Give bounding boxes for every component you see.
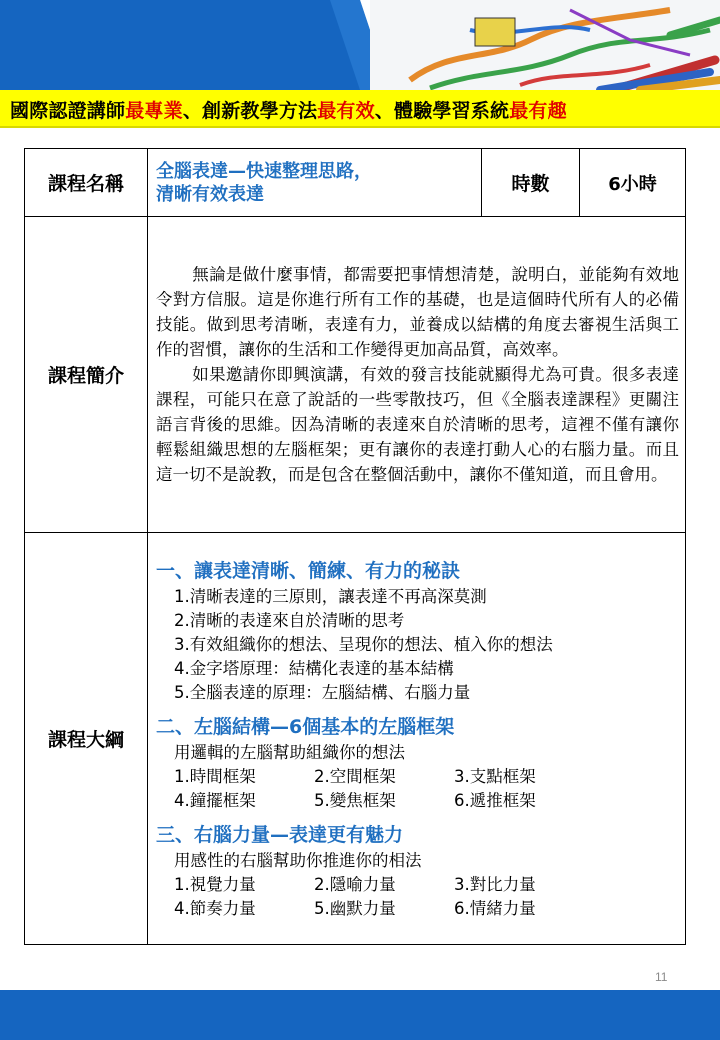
course-name-value xyxy=(148,149,482,217)
outline-section-3-item: 3.對比力量 xyxy=(454,874,536,894)
intro-paragraph-2: 如果邀請你即興演講，有效的發言技能就顯得尤為可貴。很多表達課程，可能只在意了說話的一些零散技巧，但《全腦表達課程》更關注語言背後的思維。因為清晰的表達來自於清晰的思考，這裡不僅有讓你輕鬆組織思想的左腦框架；更有讓你的表達打動人心的右腦力量。而且這一切不是說教，而是包含在整個活動中，讓你不僅知道，而且會用。 xyxy=(156,365,679,484)
outline-section-3-item: 1.視覺力量 xyxy=(174,874,256,894)
course-name-line-2: 清晰有效表達 xyxy=(156,183,264,205)
outline-section-1-item: 2.清晰的表達來自於清晰的思考 xyxy=(174,610,405,630)
outline-section-2-item: 4.鐘擺框架 xyxy=(174,790,256,810)
outline-section-2-title: 二、左腦結構—6個基本的左腦框架 xyxy=(156,715,455,738)
slogan-part-3: 、體驗學習系統 xyxy=(374,100,510,122)
course-name-line-1: 全腦表達—快速整理思路， xyxy=(156,160,372,182)
outline-section-2-grid xyxy=(156,765,679,813)
slogan-highlight-2: 最有效 xyxy=(317,100,375,122)
outline-section-3-title: 三、右腦力量—表達更有魅力 xyxy=(156,823,404,846)
outline-section-2-item: 3.支點框架 xyxy=(454,766,536,786)
outline-section-2-item: 1.時間框架 xyxy=(174,766,256,786)
outline-section-3-item: 2.隱喻力量 xyxy=(314,874,396,894)
outline-section-3-item: 4.節奏力量 xyxy=(174,898,256,918)
course-name-label: 課程名稱 xyxy=(25,149,148,217)
course-intro-text xyxy=(148,217,686,533)
outline-section-3-item: 6.情緒力量 xyxy=(454,898,536,918)
outline-section-1-item: 4.金字塔原理：結構化表達的基本結構 xyxy=(174,658,454,678)
outline-section-2-item: 2.空間框架 xyxy=(314,766,396,786)
slogan-bar xyxy=(0,90,720,128)
slogan-highlight-1: 最專業 xyxy=(125,100,183,122)
course-intro-label: 課程簡介 xyxy=(25,217,148,533)
outline-section-3-item: 5.幽默力量 xyxy=(314,898,396,918)
outline-section-1-item: 5.全腦表達的原理：左腦結構、右腦力量 xyxy=(174,682,471,702)
hours-value: 6小時 xyxy=(580,149,686,217)
outline-section-1-item: 1.清晰表達的三原則，讓表達不再高深莫測 xyxy=(174,586,487,606)
outline-section-2-item: 5.變焦框架 xyxy=(314,790,396,810)
outline-section-3-grid xyxy=(156,873,679,921)
intro-paragraph-1: 無論是做什麼事情，都需要把事情想清楚，說明白，並能夠有效地令對方信服。這是你進行所有工作的基礎，也是這個時代所有人的必備技能。做到思考清晰，表達有力，並養成以結構的角度去審視生活與工作的習慣，讓你的生活和工作變得更加高品質，高效率。 xyxy=(156,265,679,359)
course-outline-row xyxy=(25,533,686,945)
course-table xyxy=(24,148,686,945)
footer-bar xyxy=(0,990,720,1040)
course-outline-label: 課程大綱 xyxy=(25,533,148,945)
header-banner xyxy=(0,0,720,90)
page-number: 11 xyxy=(655,970,668,984)
course-name-row xyxy=(25,149,686,217)
slogan-highlight-3: 最有趣 xyxy=(509,100,567,122)
mind-map-illustration xyxy=(370,0,720,90)
outline-section-2-subtitle: 用邏輯的左腦幫助組織你的想法 xyxy=(174,742,405,762)
slogan-part-1: 國際認證講師 xyxy=(10,100,126,122)
outline-section-1-item: 3.有效組織你的想法、呈現你的想法、植入你的想法 xyxy=(174,634,553,654)
course-outline-content xyxy=(148,533,686,945)
hours-label: 時數 xyxy=(482,149,580,217)
outline-section-3-subtitle: 用感性的右腦幫助你推進你的相法 xyxy=(174,850,422,870)
course-intro-row xyxy=(25,217,686,533)
outline-section-2-item: 6.遞推框架 xyxy=(454,790,536,810)
outline-section-1-title: 一、讓表達清晰、簡練、有力的秘訣 xyxy=(156,559,461,582)
slogan-part-2: 、創新教學方法 xyxy=(182,100,318,122)
slogan-text xyxy=(10,96,567,123)
